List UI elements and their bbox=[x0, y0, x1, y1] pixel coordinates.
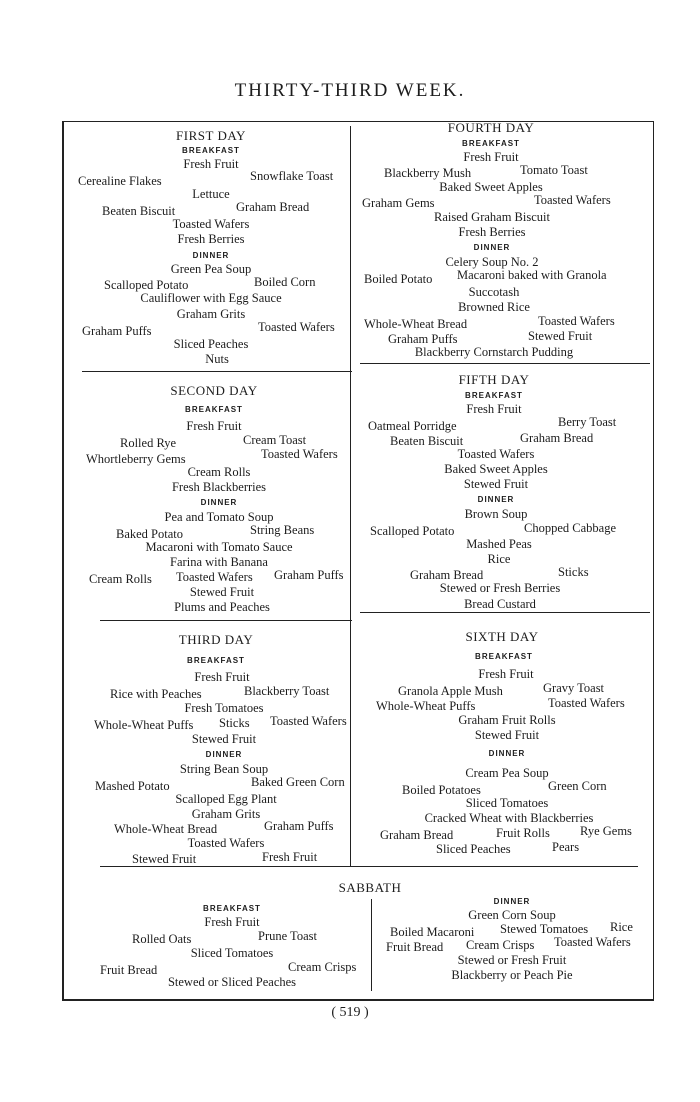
day-divider bbox=[100, 620, 352, 621]
menu-item: Rice bbox=[610, 920, 633, 934]
menu-item: Boiled Potatoes bbox=[402, 783, 481, 797]
menu-item: Browned Rice bbox=[458, 300, 530, 314]
menu-item: Toasted Wafers bbox=[258, 320, 335, 334]
menu-item: Rolled Oats bbox=[132, 932, 192, 946]
menu-item: Blackberry Cornstarch Pudding bbox=[414, 345, 574, 359]
meal-label: DINNER bbox=[473, 243, 511, 252]
meal-label: BREAKFAST bbox=[462, 139, 520, 148]
menu-item: Graham Bread bbox=[520, 431, 594, 445]
menu-item: Graham Bread bbox=[236, 200, 310, 214]
meal-label: DINNER bbox=[200, 498, 238, 507]
page-title: THIRTY-THIRD WEEK. bbox=[234, 80, 466, 101]
menu-item: Lettuce bbox=[192, 187, 230, 201]
day-heading: SABBATH bbox=[338, 880, 402, 895]
menu-item: Fresh Fruit bbox=[183, 157, 239, 171]
menu-item: Gravy Toast bbox=[543, 681, 605, 695]
menu-item: Bread Custard bbox=[464, 597, 536, 611]
menu-item: Prune Toast bbox=[258, 929, 317, 943]
menu-item: Green Corn Soup bbox=[468, 908, 556, 922]
menu-item: Toasted Wafers bbox=[270, 714, 347, 728]
menu-item: String Bean Soup bbox=[179, 762, 269, 776]
menu-item: Toasted Wafers bbox=[554, 935, 631, 949]
menu-item: Toasted Wafers bbox=[548, 696, 625, 710]
menu-item: Nuts bbox=[205, 352, 229, 366]
menu-item: Stewed Fruit bbox=[191, 732, 257, 746]
menu-item: Sticks bbox=[558, 565, 589, 579]
menu-item: Stewed or Fresh Berries bbox=[439, 581, 561, 595]
menu-item: Farina with Banana bbox=[170, 555, 268, 569]
menu-item: Graham Puffs bbox=[274, 568, 344, 582]
menu-item: Fresh Blackberries bbox=[171, 480, 267, 494]
menu-item: Macaroni baked with Granola bbox=[457, 268, 607, 282]
menu-item: Stewed Tomatoes bbox=[500, 922, 589, 936]
menu-item: Fresh Fruit bbox=[186, 419, 242, 433]
menu-item: Cream Toast bbox=[243, 433, 307, 447]
menu-item: Sliced Tomatoes bbox=[465, 796, 549, 810]
menu-item: Whole-Wheat Bread bbox=[364, 317, 468, 331]
menu-item: Sliced Peaches bbox=[173, 337, 249, 351]
menu-item: Fresh Fruit bbox=[478, 667, 534, 681]
page-number: ( 519 ) bbox=[331, 1005, 369, 1020]
meal-label: DINNER bbox=[192, 251, 230, 260]
menu-item: Stewed Fruit bbox=[189, 585, 255, 599]
sabbath-column-divider bbox=[371, 899, 372, 991]
menu-item: Chopped Cabbage bbox=[524, 521, 616, 535]
menu-item: Baked Sweet Apples bbox=[439, 180, 543, 194]
menu-item: Cream Crisps bbox=[466, 938, 535, 952]
day-heading: FIRST DAY bbox=[176, 128, 246, 143]
day-divider bbox=[360, 612, 650, 613]
menu-item: Beaten Biscuit bbox=[390, 434, 464, 448]
menu-item: Boiled Macaroni bbox=[390, 925, 475, 939]
day-heading: SIXTH DAY bbox=[465, 629, 539, 644]
menu-item: Macaroni with Tomato Sauce bbox=[145, 540, 293, 554]
menu-item: Sliced Peaches bbox=[436, 842, 511, 856]
menu-item: Stewed Fruit bbox=[474, 728, 540, 742]
menu-item: Plums and Peaches bbox=[174, 600, 270, 614]
menu-item: Cracked Wheat with Blackberries bbox=[424, 811, 594, 825]
column-divider bbox=[350, 126, 351, 866]
menu-item: Stewed Fruit bbox=[463, 477, 529, 491]
day-heading: THIRD DAY bbox=[178, 632, 254, 647]
meal-label: BREAKFAST bbox=[465, 391, 523, 400]
menu-item: Graham Gems bbox=[362, 196, 435, 210]
menu-item: Toasted Wafers bbox=[176, 570, 253, 584]
menu-item: Toasted Wafers bbox=[538, 314, 615, 328]
menu-item: Graham Fruit Rolls bbox=[458, 713, 556, 727]
menu-item: Toasted Wafers bbox=[187, 836, 265, 850]
menu-item: Fruit Rolls bbox=[496, 826, 550, 840]
menu-item: Whole-Wheat Puffs bbox=[376, 699, 476, 713]
menu-item: Stewed or Sliced Peaches bbox=[167, 975, 297, 989]
menu-item: Green Pea Soup bbox=[170, 262, 252, 276]
menu-item: Graham Bread bbox=[410, 568, 484, 582]
menu-item: Stewed Fruit bbox=[132, 852, 197, 866]
menu-item: Sliced Tomatoes bbox=[190, 946, 274, 960]
meal-label: DINNER bbox=[205, 750, 243, 759]
menu-item: Fresh Berries bbox=[177, 232, 245, 246]
menu-item: Granola Apple Mush bbox=[398, 684, 503, 698]
menu-item: Blackberry Toast bbox=[244, 684, 330, 698]
day-heading: FOURTH DAY bbox=[447, 120, 535, 135]
menu-item: Graham Grits bbox=[191, 807, 261, 821]
menu-item: Fresh Fruit bbox=[194, 670, 250, 684]
menu-item: Mashed Potato bbox=[95, 779, 170, 793]
menu-item: Fruit Bread bbox=[386, 940, 444, 954]
day-divider bbox=[82, 371, 352, 372]
menu-item: Pears bbox=[552, 840, 580, 854]
meal-label: BREAKFAST bbox=[203, 904, 261, 913]
day-divider bbox=[360, 363, 650, 364]
menu-item: Toasted Wafers bbox=[457, 447, 535, 461]
day-heading: FIFTH DAY bbox=[458, 372, 530, 387]
menu-item: Fruit Bread bbox=[100, 963, 158, 977]
menu-item: Baked Green Corn bbox=[251, 775, 345, 789]
menu-item: Toasted Wafers bbox=[172, 217, 250, 231]
menu-item: Fresh Tomatoes bbox=[184, 701, 264, 715]
meal-label: BREAKFAST bbox=[182, 146, 240, 155]
menu-item: Cauliflower with Egg Sauce bbox=[140, 291, 282, 305]
menu-item: Toasted Wafers bbox=[261, 447, 338, 461]
menu-item: Pea and Tomato Soup bbox=[164, 510, 274, 524]
menu-item: Whole-Wheat Bread bbox=[114, 822, 218, 836]
menu-item: Brown Soup bbox=[464, 507, 528, 521]
menu-item: String Beans bbox=[250, 523, 315, 537]
menu-item: Cream Crisps bbox=[288, 960, 357, 974]
day-heading: SECOND DAY bbox=[170, 383, 258, 398]
menu-item: Cream Rolls bbox=[89, 572, 152, 586]
menu-item: Snowflake Toast bbox=[250, 169, 334, 183]
menu-item: Fresh Fruit bbox=[466, 402, 522, 416]
menu-item: Beaten Biscuit bbox=[102, 204, 176, 218]
menu-item: Rice with Peaches bbox=[110, 687, 202, 701]
menu-item: Blackberry Mush bbox=[384, 166, 472, 180]
menu-item: Boiled Corn bbox=[254, 275, 316, 289]
menu-item: Rye Gems bbox=[580, 824, 632, 838]
menu-item: Cream Pea Soup bbox=[465, 766, 549, 780]
menu-item: Succotash bbox=[468, 285, 520, 299]
menu-item: Berry Toast bbox=[558, 415, 617, 429]
meal-label: BREAKFAST bbox=[187, 656, 245, 665]
menu-item: Cerealine Flakes bbox=[78, 174, 162, 188]
menu-item: Raised Graham Biscuit bbox=[434, 210, 550, 224]
menu-frame bbox=[62, 121, 654, 1001]
menu-item: Stewed or Fresh Fruit bbox=[457, 953, 567, 967]
menu-item: Sticks bbox=[219, 716, 250, 730]
menu-item: Graham Grits bbox=[176, 307, 246, 321]
menu-item: Oatmeal Porridge bbox=[368, 419, 457, 433]
menu-item: Scalloped Potato bbox=[104, 278, 189, 292]
menu-item: Cream Rolls bbox=[187, 465, 251, 479]
meal-label: BREAKFAST bbox=[475, 652, 533, 661]
menu-item: Blackberry or Peach Pie bbox=[451, 968, 573, 982]
menu-item: Graham Puffs bbox=[388, 332, 458, 346]
meal-label: DINNER bbox=[477, 495, 515, 504]
menu-item: Rolled Rye bbox=[120, 436, 177, 450]
menu-item: Mashed Peas bbox=[466, 537, 532, 551]
menu-item: Celery Soup No. 2 bbox=[445, 255, 539, 269]
menu-item: Graham Puffs bbox=[82, 324, 152, 338]
menu-item: Boiled Potato bbox=[364, 272, 433, 286]
menu-item: Scalloped Egg Plant bbox=[175, 792, 277, 806]
meal-label: BREAKFAST bbox=[185, 405, 243, 414]
menu-item: Baked Potato bbox=[116, 527, 184, 541]
menu-item: Fresh Berries bbox=[458, 225, 526, 239]
menu-item: Fresh Fruit bbox=[262, 850, 318, 864]
menu-item: Stewed Fruit bbox=[528, 329, 593, 343]
menu-item: Baked Sweet Apples bbox=[444, 462, 548, 476]
menu-item: Rice bbox=[487, 552, 511, 566]
menu-item: Toasted Wafers bbox=[534, 193, 611, 207]
menu-item: Whole-Wheat Puffs bbox=[94, 718, 194, 732]
meal-label: DINNER bbox=[493, 897, 531, 906]
meal-label: DINNER bbox=[488, 749, 526, 758]
menu-item: Fresh Fruit bbox=[204, 915, 260, 929]
menu-item: Tomato Toast bbox=[520, 163, 588, 177]
menu-item: Fresh Fruit bbox=[463, 150, 519, 164]
menu-item: Whortleberry Gems bbox=[86, 452, 186, 466]
menu-item: Scalloped Potato bbox=[370, 524, 455, 538]
menu-item: Graham Bread bbox=[380, 828, 454, 842]
menu-item: Graham Puffs bbox=[264, 819, 334, 833]
menu-item: Green Corn bbox=[548, 779, 607, 793]
